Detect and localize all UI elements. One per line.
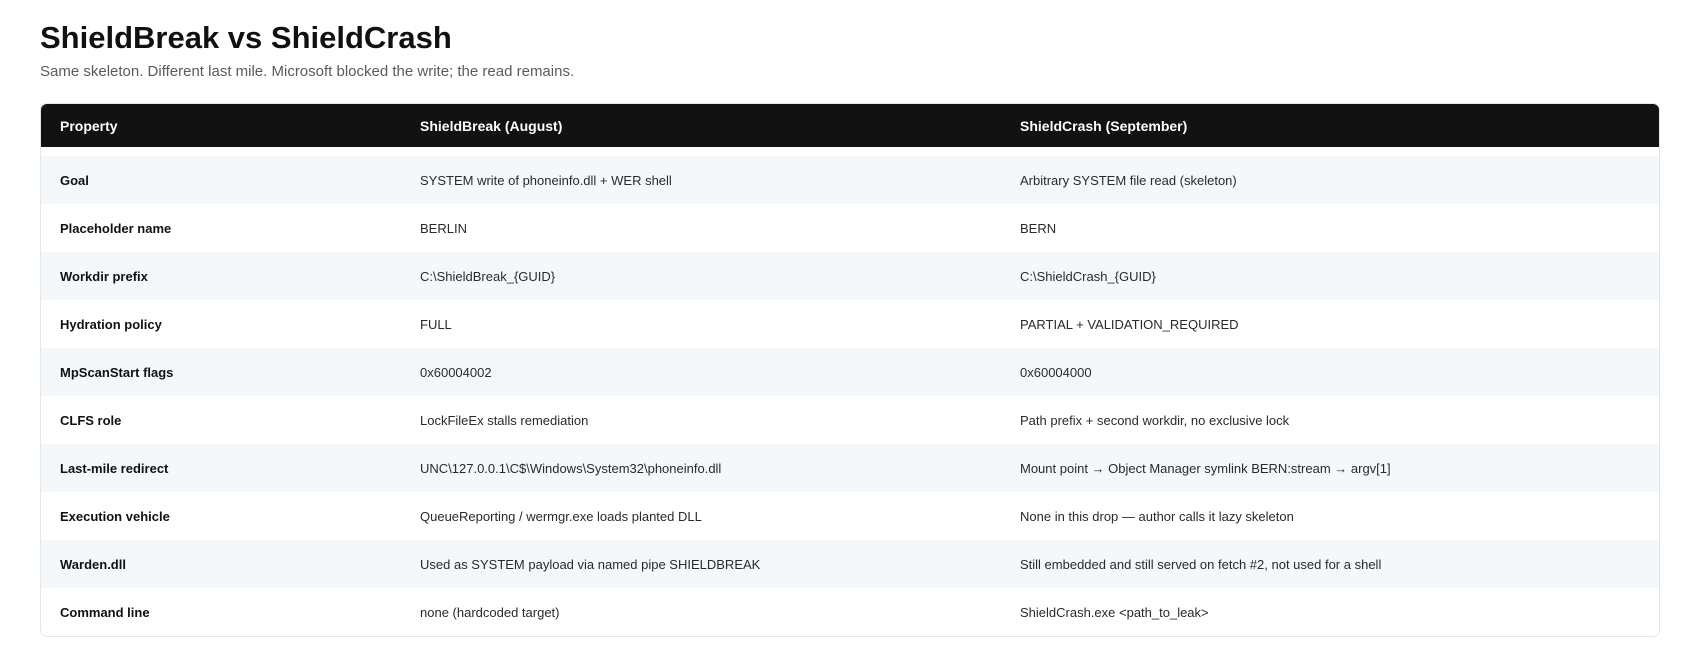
shieldcrash-cell: BERN [1001, 204, 1660, 252]
column-header-shieldcrash: ShieldCrash (September) [1020, 117, 1188, 134]
table-row [41, 396, 1660, 444]
shieldcrash-cell: None in this drop — author calls it lazy skeleton [1001, 492, 1660, 540]
shieldbreak-cell: Used as SYSTEM payload via named pipe SHIELDBREAK [401, 540, 1001, 588]
property-cell: Last-mile redirect [41, 444, 401, 492]
spacer-cell [41, 147, 1660, 156]
shieldcrash-cell: 0x60004000 [1001, 348, 1660, 396]
table-row [41, 444, 1660, 492]
shieldbreak-cell: LockFileEx stalls remediation [401, 396, 1001, 444]
table-row [41, 252, 1660, 300]
shieldbreak-cell: none (hardcoded target) [401, 588, 1001, 636]
comparison-table-container [40, 103, 1660, 637]
table-row [41, 348, 1660, 396]
column-header-property: Property [60, 117, 118, 134]
shieldbreak-cell: 0x60004002 [401, 348, 1001, 396]
shieldcrash-cell: Arbitrary SYSTEM file read (skeleton) [1001, 156, 1660, 204]
shieldbreak-cell: UNC\127.0.0.1\C$\Windows\System32\phoneinfo.dll [401, 444, 1001, 492]
comparison-table [41, 104, 1660, 636]
property-cell: MpScanStart flags [41, 348, 401, 396]
page-title: ShieldBreak vs ShieldCrash [40, 20, 452, 55]
table-row [41, 204, 1660, 252]
property-cell: Warden.dll [41, 540, 401, 588]
shieldcrash-cell: C:\ShieldCrash_{GUID} [1001, 252, 1660, 300]
table-row [41, 588, 1660, 636]
shieldcrash-cell: Mount point → Object Manager symlink BERN:stream → argv[1] [1001, 444, 1660, 492]
shieldbreak-cell: C:\ShieldBreak_{GUID} [401, 252, 1001, 300]
table-row [41, 300, 1660, 348]
shieldbreak-cell: BERLIN [401, 204, 1001, 252]
column-header-shieldbreak: ShieldBreak (August) [420, 117, 563, 134]
table-row [41, 540, 1660, 588]
property-cell: Goal [41, 156, 401, 204]
shieldbreak-cell: FULL [401, 300, 1001, 348]
property-cell: Execution vehicle [41, 492, 401, 540]
property-cell: Placeholder name [41, 204, 401, 252]
shieldcrash-cell: ShieldCrash.exe <path_to_leak> [1001, 588, 1660, 636]
table-row [41, 492, 1660, 540]
table-header-row [41, 104, 1660, 147]
property-cell: Command line [41, 588, 401, 636]
table-spacer [41, 147, 1660, 156]
page-subtitle: Same skeleton. Different last mile. Microsoft blocked the write; the read remains. [40, 63, 575, 80]
shieldcrash-cell: Path prefix + second workdir, no exclusive lock [1001, 396, 1660, 444]
shieldbreak-cell: SYSTEM write of phoneinfo.dll + WER shell [401, 156, 1001, 204]
table-body [41, 147, 1660, 636]
shieldcrash-cell: Still embedded and still served on fetch #2, not used for a shell [1001, 540, 1660, 588]
table-row [41, 156, 1660, 204]
property-cell: CLFS role [41, 396, 401, 444]
property-cell: Workdir prefix [41, 252, 401, 300]
shieldcrash-cell: PARTIAL + VALIDATION_REQUIRED [1001, 300, 1660, 348]
property-cell: Hydration policy [41, 300, 401, 348]
shieldbreak-cell: QueueReporting / wermgr.exe loads planted DLL [401, 492, 1001, 540]
table-header [41, 104, 1660, 147]
